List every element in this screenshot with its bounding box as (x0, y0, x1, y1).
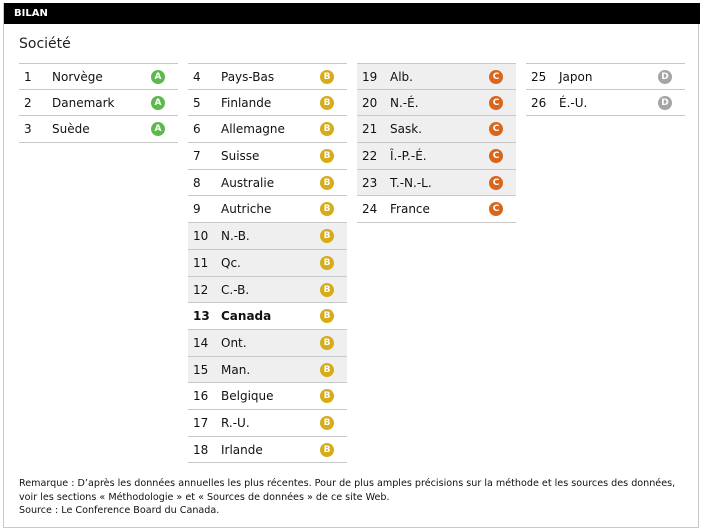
rank-number: 1 (24, 70, 32, 84)
grade-badge-icon: C (489, 70, 503, 84)
rank-number: 24 (362, 202, 378, 217)
rank-number: 26 (531, 95, 547, 110)
region-name: France (390, 202, 430, 217)
grade-badge-icon: B (320, 336, 334, 350)
grade-badge-icon: C (489, 96, 503, 110)
region-name: Suisse (221, 149, 260, 164)
region-name: N.-B. (221, 229, 250, 244)
region-name: R.-U. (221, 415, 250, 430)
ranking-row (357, 63, 516, 90)
ranking-row (188, 277, 347, 304)
grade-badge-icon: B (320, 176, 334, 190)
grade-badge-icon: B (320, 283, 334, 297)
ranking-row (357, 170, 516, 197)
ranking-row (188, 303, 347, 330)
rank-number: 11 (193, 255, 209, 270)
ranking-row (188, 196, 347, 223)
region-name: Danemark (52, 95, 115, 110)
ranking-row (357, 90, 516, 117)
ranking-row (188, 170, 347, 197)
region-name: Qc. (221, 255, 241, 270)
footnote-remark: Remarque : D’après les données annuelles les plus récentes. Pour de plus amples précisions sur la méthode et les sources des données, voir les sections « Méthodologie » et « Sources de données » de ce site Web. (19, 478, 676, 503)
region-name: C.-B. (221, 282, 250, 297)
section-title: Société (19, 36, 71, 52)
grade-badge-icon: D (658, 96, 672, 110)
ranking-row (188, 116, 347, 143)
grade-badge-icon: C (489, 202, 503, 216)
rank-number: 4 (193, 70, 201, 84)
rank-number: 7 (193, 149, 201, 164)
grade-badge-icon: D (658, 70, 672, 84)
grade-badge-icon: B (320, 70, 334, 84)
ranking-row (188, 250, 347, 277)
ranking-row (19, 63, 178, 90)
grade-badge-icon: B (320, 122, 334, 136)
ranking-row (357, 116, 516, 143)
region-name: Norvège (52, 70, 103, 84)
ranking-row (357, 143, 516, 170)
ranking-row (526, 90, 685, 117)
ranking-row (188, 143, 347, 170)
ranking-row (19, 116, 178, 143)
rank-number: 19 (362, 70, 378, 84)
ranking-column-1 (19, 63, 178, 143)
rank-number: 17 (193, 415, 209, 430)
rank-number: 2 (24, 95, 32, 110)
region-name: Autriche (221, 202, 272, 217)
grade-badge-icon: C (489, 122, 503, 136)
ranking-column-4 (526, 63, 685, 116)
grade-badge-icon: B (320, 256, 334, 270)
grade-badge-icon: A (151, 96, 165, 110)
grade-badge-icon: C (489, 149, 503, 163)
rank-number: 8 (193, 175, 201, 190)
rank-number: 15 (193, 362, 209, 377)
rank-number: 12 (193, 282, 209, 297)
ranking-row (188, 63, 347, 90)
rank-number: 25 (531, 70, 547, 84)
grade-badge-icon: B (320, 309, 334, 323)
ranking-row (188, 90, 347, 117)
rank-number: 22 (362, 149, 378, 164)
region-name: Sask. (390, 122, 422, 137)
grade-badge-icon: B (320, 96, 334, 110)
region-name: Alb. (390, 70, 413, 84)
region-name: N.-É. (390, 95, 419, 110)
report-card-panel (3, 3, 699, 528)
region-name: Australie (221, 175, 275, 190)
rank-number: 16 (193, 389, 209, 404)
rank-number: 3 (24, 122, 32, 137)
grade-badge-icon: C (489, 176, 503, 190)
grade-badge-icon: B (320, 363, 334, 377)
rank-number: 9 (193, 202, 201, 217)
footnote (19, 477, 689, 518)
rank-number: 10 (193, 229, 209, 244)
ranking-row (188, 410, 347, 437)
region-name: T.-N.-L. (390, 175, 432, 190)
ranking-row (188, 383, 347, 410)
region-name: Japon (559, 70, 593, 84)
rank-number: 21 (362, 122, 378, 137)
ranking-row (357, 196, 516, 223)
region-name: Suède (52, 122, 90, 137)
grade-badge-icon: A (151, 70, 165, 84)
ranking-row (188, 357, 347, 384)
region-name: Finlande (221, 95, 272, 110)
grade-badge-icon: A (151, 122, 165, 136)
footnote-source: Source : Le Conference Board du Canada. (19, 505, 220, 516)
grade-badge-icon: B (320, 149, 334, 163)
rank-number: 6 (193, 122, 201, 137)
ranking-row (526, 63, 685, 90)
region-name: Ont. (221, 335, 247, 350)
rank-number: 23 (362, 175, 378, 190)
region-name: Belgique (221, 389, 274, 404)
ranking-row (188, 223, 347, 250)
header-bar: BILAN (4, 3, 700, 24)
grade-badge-icon: B (320, 389, 334, 403)
region-name: Man. (221, 362, 251, 377)
grade-badge-icon: B (320, 416, 334, 430)
ranking-row (188, 330, 347, 357)
ranking-row (188, 437, 347, 464)
rank-number: 18 (193, 442, 209, 457)
region-name: Allemagne (221, 122, 285, 137)
ranking-row (19, 90, 178, 117)
rank-number: 20 (362, 95, 378, 110)
region-name: Canada (221, 309, 272, 324)
grade-badge-icon: B (320, 229, 334, 243)
region-name: Î.-P.-É. (390, 149, 427, 164)
grade-badge-icon: B (320, 202, 334, 216)
region-name: É.-U. (559, 95, 588, 110)
ranking-column-2 (188, 63, 347, 463)
grade-badge-icon: B (320, 443, 334, 457)
rank-number: 13 (193, 309, 210, 324)
ranking-column-3 (357, 63, 516, 223)
region-name: Irlande (221, 442, 263, 457)
region-name: Pays-Bas (221, 70, 275, 84)
rank-number: 5 (193, 95, 201, 110)
rank-number: 14 (193, 335, 209, 350)
